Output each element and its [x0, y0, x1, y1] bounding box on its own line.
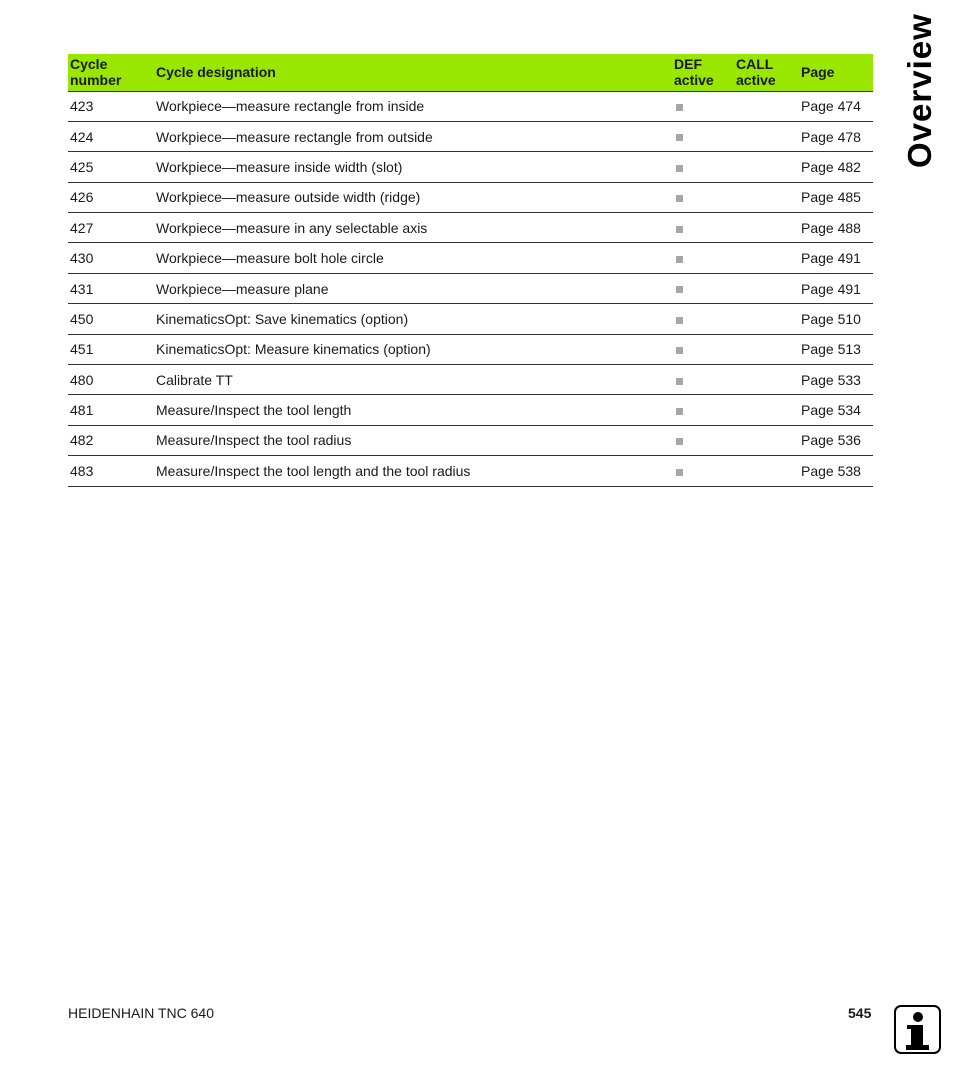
cell-call-active	[734, 273, 795, 303]
footer-page-number: 545	[848, 1005, 872, 1021]
table-row	[68, 213, 873, 243]
active-bullet-icon	[676, 469, 683, 476]
footer-product: HEIDENHAIN TNC 640	[68, 1005, 215, 1021]
side-section-title	[893, 13, 953, 170]
active-bullet-icon	[676, 286, 683, 293]
cell-cycle-number: 425	[68, 152, 153, 182]
cell-call-active	[734, 456, 795, 486]
table-row	[68, 395, 873, 425]
cell-cycle-designation: KinematicsOpt: Save kinematics (option)	[153, 304, 672, 334]
cell-def-active	[672, 152, 734, 182]
info-icon	[894, 1005, 941, 1054]
cell-call-active	[734, 91, 795, 121]
cell-page-reference: Page 538	[795, 456, 873, 486]
cell-call-active	[734, 213, 795, 243]
cell-page-reference: Page 491	[795, 243, 873, 273]
cell-def-active	[672, 213, 734, 243]
cell-def-active	[672, 456, 734, 486]
cell-cycle-designation: Workpiece—measure bolt hole circle	[153, 243, 672, 273]
table-header-row	[68, 54, 873, 91]
cell-call-active	[734, 152, 795, 182]
cell-def-active	[672, 425, 734, 455]
cell-def-active	[672, 243, 734, 273]
table-row	[68, 91, 873, 121]
cell-cycle-number: 430	[68, 243, 153, 273]
cell-call-active	[734, 121, 795, 151]
table-row	[68, 273, 873, 303]
active-bullet-icon	[676, 438, 683, 445]
cell-cycle-number: 426	[68, 182, 153, 212]
side-section-title-text: Overview	[901, 13, 938, 168]
cell-def-active	[672, 334, 734, 364]
cell-def-active	[672, 91, 734, 121]
header-def-active: DEF active	[672, 54, 734, 91]
active-bullet-icon	[676, 226, 683, 233]
active-bullet-icon	[676, 378, 683, 385]
cell-page-reference: Page 474	[795, 91, 873, 121]
cell-cycle-designation: Workpiece—measure inside width (slot)	[153, 152, 672, 182]
cell-cycle-designation: Measure/Inspect the tool length	[153, 395, 672, 425]
cell-cycle-designation: Workpiece—measure plane	[153, 273, 672, 303]
table-row	[68, 121, 873, 151]
cell-cycle-designation: Workpiece—measure in any selectable axis	[153, 213, 672, 243]
cell-page-reference: Page 536	[795, 425, 873, 455]
table-row	[68, 334, 873, 364]
cell-cycle-number: 424	[68, 121, 153, 151]
cell-cycle-number: 423	[68, 91, 153, 121]
cell-call-active	[734, 304, 795, 334]
cell-cycle-designation: Workpiece—measure rectangle from outside	[153, 121, 672, 151]
cell-cycle-number: 482	[68, 425, 153, 455]
cell-def-active	[672, 365, 734, 395]
cell-cycle-number: 427	[68, 213, 153, 243]
cell-page-reference: Page 478	[795, 121, 873, 151]
cell-cycle-number: 481	[68, 395, 153, 425]
cell-page-reference: Page 513	[795, 334, 873, 364]
table-row	[68, 456, 873, 486]
cell-cycle-number: 450	[68, 304, 153, 334]
cell-def-active	[672, 304, 734, 334]
header-cycle-designation: Cycle designation	[153, 54, 672, 91]
active-bullet-icon	[676, 408, 683, 415]
header-page: Page	[795, 54, 873, 91]
active-bullet-icon	[676, 256, 683, 263]
cell-page-reference: Page 491	[795, 273, 873, 303]
cell-cycle-designation: Calibrate TT	[153, 365, 672, 395]
table-body	[68, 91, 873, 486]
header-cycle-number: Cycle number	[68, 54, 153, 91]
cell-cycle-number: 480	[68, 365, 153, 395]
table-row	[68, 365, 873, 395]
active-bullet-icon	[676, 195, 683, 202]
cell-cycle-designation: KinematicsOpt: Measure kinematics (option)	[153, 334, 672, 364]
cell-call-active	[734, 395, 795, 425]
cell-call-active	[734, 365, 795, 395]
cell-cycle-designation: Measure/Inspect the tool length and the tool radius	[153, 456, 672, 486]
cell-call-active	[734, 334, 795, 364]
table-row	[68, 425, 873, 455]
cell-def-active	[672, 273, 734, 303]
cell-cycle-designation: Workpiece—measure outside width (ridge)	[153, 182, 672, 212]
table-row	[68, 152, 873, 182]
cell-call-active	[734, 243, 795, 273]
cell-call-active	[734, 182, 795, 212]
table-row	[68, 304, 873, 334]
cell-page-reference: Page 482	[795, 152, 873, 182]
cell-cycle-designation: Workpiece—measure rectangle from inside	[153, 91, 672, 121]
cell-page-reference: Page 510	[795, 304, 873, 334]
table-row	[68, 182, 873, 212]
cell-def-active	[672, 121, 734, 151]
cell-cycle-number: 451	[68, 334, 153, 364]
active-bullet-icon	[676, 317, 683, 324]
active-bullet-icon	[676, 104, 683, 111]
cell-def-active	[672, 182, 734, 212]
active-bullet-icon	[676, 347, 683, 354]
cell-cycle-number: 483	[68, 456, 153, 486]
cell-page-reference: Page 485	[795, 182, 873, 212]
cell-def-active	[672, 395, 734, 425]
header-call-active: CALL active	[734, 54, 795, 91]
cell-page-reference: Page 488	[795, 213, 873, 243]
cell-page-reference: Page 534	[795, 395, 873, 425]
cell-call-active	[734, 425, 795, 455]
cell-cycle-designation: Measure/Inspect the tool radius	[153, 425, 672, 455]
cell-cycle-number: 431	[68, 273, 153, 303]
cycle-overview-table	[68, 54, 873, 487]
active-bullet-icon	[676, 165, 683, 172]
cell-page-reference: Page 533	[795, 365, 873, 395]
table-row	[68, 243, 873, 273]
active-bullet-icon	[676, 134, 683, 141]
